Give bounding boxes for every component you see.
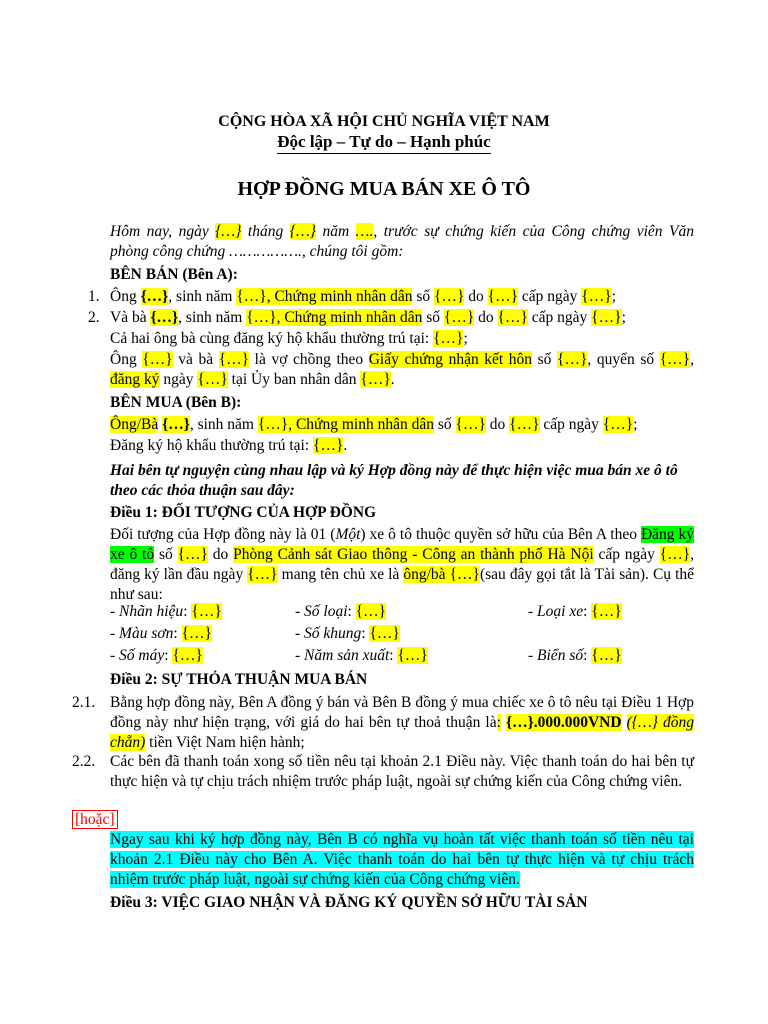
spec-year: - Năm sản xuất: {…} (295, 647, 428, 664)
clause-2-1: Bằng hợp đồng này, Bên A đồng ý bán và Bên B đồng ý mua chiếc xe ô tô nêu tại Điều 1 Hợp đồng này như hiện trạng, với giá do hai bên tự thoả thuận là: {…}.000.000VND ({…} đồng chẵn) tiền Việt Nam hiện hành; (110, 694, 695, 751)
article-1-heading: Điều 1: ĐỐI TƯỢNG CỦA HỢP ĐỒNG (110, 504, 377, 521)
buyer-heading: BÊN MUA (Bên B): (110, 394, 242, 411)
clause-2-2-alternative: Ngay sau khi ký hợp đồng này, Bên B có nghĩa vụ hoàn tất việc thanh toán số tiền nêu tại khoản 2.1 Điều này cho Bên A. Việc thanh toán do hai bên tự thực hiện và tự chịu trách nhiệm trước pháp luật, ngoài sự chứng kiến của Công chứng viên. (110, 831, 694, 888)
seller-household: Cả hai ông bà cùng đăng ký hộ khẩu thường trú tại: {…}; (110, 330, 468, 347)
spec-type: - Loại xe: {…} (528, 603, 622, 620)
spec-model: - Số loại: {…} (295, 603, 387, 620)
agreement-statement: Hai bên tự nguyện cùng nhau lập và ký Hợp đồng này để thực hiện việc mua bán xe ô tô theo các thỏa thuận sau đây: (110, 462, 678, 499)
country-header: CỘNG HÒA XÃ HỘI CHỦ NGHĨA VIỆT NAM (218, 113, 550, 130)
clause-number: 2.1. (72, 694, 96, 711)
spec-engine: - Số máy: {…} (110, 647, 203, 664)
clause-2-2: Các bên đã thanh toán xong số tiền nêu tại khoản 2.1 Điều này. Việc thanh toán do hai bên tự thực hiện và tự chịu trách nhiệm trước pháp luật, ngoài sự chứng kiến của Công chứng viên. (110, 753, 694, 790)
seller-item-1: Ông {…}, sinh năm {…}, Chứng minh nhân dân số {…} do {…} cấp ngày {…}; (110, 288, 616, 305)
clause-number: 2.2. (72, 753, 96, 770)
spec-color: - Màu sơn: {…} (110, 625, 212, 642)
document-title: HỢP ĐỒNG MUA BÁN XE Ô TÔ (237, 178, 531, 200)
list-number: 2. (88, 309, 100, 326)
article-3-heading: Điều 3: VIỆC GIAO NHẬN VÀ ĐĂNG KÝ QUYỀN SỞ HỮU TÀI SẢN (110, 894, 588, 911)
spec-brand: - Nhãn hiệu: {…} (110, 603, 222, 620)
buyer-household: Đăng ký hộ khẩu thường trú tại: {…}. (110, 437, 348, 454)
list-number: 1. (88, 288, 100, 305)
article-2-heading: Điều 2: SỰ THỎA THUẬN MUA BÁN (110, 671, 368, 688)
seller-heading: BÊN BÁN (Bên A): (110, 266, 238, 283)
motto: Độc lập – Tự do – Hạnh phúc (0, 132, 768, 152)
seller-marriage: Ông {…} và bà {…} là vợ chồng theo Giấy chứng nhận kết hôn số {…}, quyển số {…}, đăng ký ngày {…} tại Ủy ban nhân dân {…}. (110, 351, 694, 388)
spec-plate: - Biển số: {…} (528, 647, 622, 664)
intro-paragraph: Hôm nay, ngày {…} tháng {…} năm …., trước sự chứng kiến của Công chứng viên Văn phòng công chứng ……………., chúng tôi gồm: (110, 223, 695, 260)
seller-item-2: Và bà {…}, sinh năm {…}, Chứng minh nhân dân số {…} do {…} cấp ngày {…}; (110, 309, 626, 326)
buyer-info: Ông/Bà {…}, sinh năm {…}, Chứng minh nhân dân số {…} do {…} cấp ngày {…}; (110, 416, 638, 433)
spec-chassis: - Số khung: {…} (295, 625, 400, 642)
alternative-marker: [hoặc] (72, 810, 118, 830)
article-1-body: Đối tượng của Hợp đồng này là 01 (Một) xe ô tô thuộc quyền sở hữu của Bên A theo Đăng ký xe ô tô số {…} do Phòng Cảnh sát Giao thông - Công an thành phố Hà Nội cấp ngày {…}, đăng ký lần đầu ngày {…} mang tên chủ xe là ông/bà {…}(sau đây gọi tắt là Tài sản). Cụ thể như sau: (110, 526, 695, 603)
